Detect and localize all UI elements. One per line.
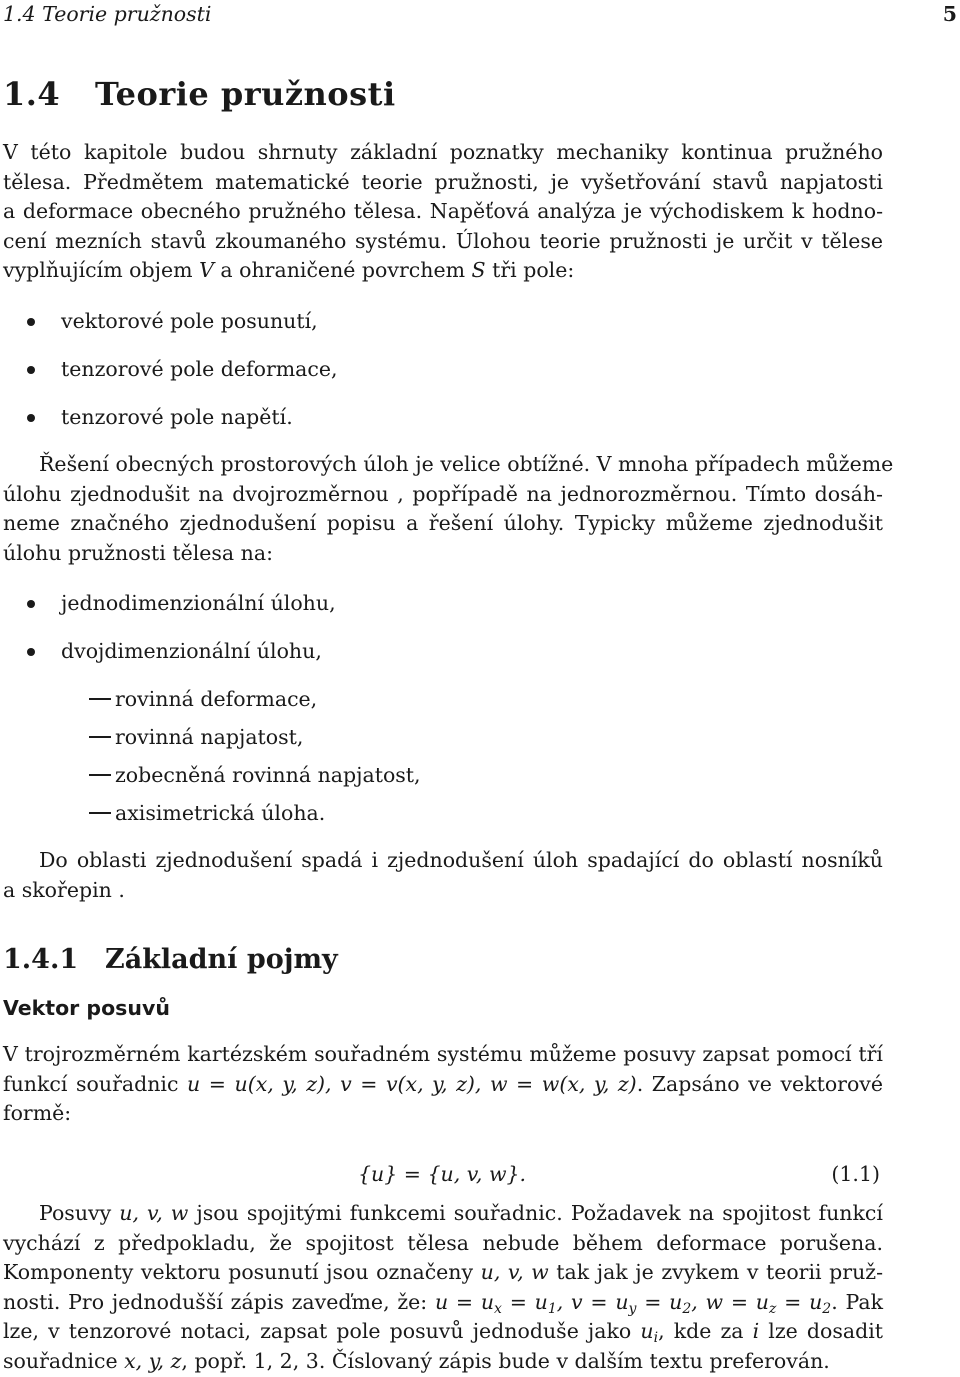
text-line [3,1070,883,1100]
text-fragment: Komponenty vektoru posunutí jsou označeny [3,1260,481,1284]
continuity-paragraph [3,1199,883,1376]
text-fragment: Řešení obecných prostorových úloh je velice obtížné. V mnoha případech můžeme [39,452,894,476]
text-line [3,1317,883,1347]
list-item-text: jednodimenzionální úlohu, [61,591,336,615]
simplification-paragraph [3,450,894,568]
math-expression: x, y, z [124,1348,182,1373]
page-number: 5 [942,2,957,26]
text-fragment: . Pak [831,1289,884,1314]
equation-1-1 [3,1158,880,1190]
bullet-icon [27,600,35,608]
text-fragment: tři pole: [485,258,575,282]
text-line: a deformace obecného pružného tělesa. Napěťová analýza je východiskem k hodno- [3,199,883,223]
section-number: 1.4 [3,75,61,113]
intro-paragraph [3,138,883,286]
text-fragment: , popř. [181,1348,254,1373]
sub-list-item-text: rovinná deformace, [115,687,318,711]
list-item-text: dvojdimenzionální úlohu, [61,639,322,663]
bullet-icon [27,366,35,374]
sub-list-item-text: axisimetrická úloha. [115,801,326,825]
math-var-v: V [199,258,214,282]
text-fragment: nosti. Pro jednodušší zápis zaveďme, že: [3,1289,435,1314]
text-fragment: a ohraničené povrchem [213,258,472,282]
section-title: Teorie pružnosti [95,75,396,113]
text-line [3,450,894,480]
text-fragment: funkcí souřadnic [3,1071,188,1096]
text-line: a skořepin . [3,877,125,902]
math-expression: $u_i$ [640,1319,659,1346]
text-line: úlohu zjednodušit na dvojrozměrnou , popřípadě na jednorozměrnou. Tímto dosáh- [3,481,883,506]
running-header [3,0,957,28]
displacement-paragraph [3,1040,883,1129]
text-line: V této kapitole budou shrnuty základní poznatky mechaniky kontinua pružného [3,140,883,164]
beams-paragraph [3,846,883,905]
dash-icon [89,812,111,814]
text-line [3,1347,883,1377]
text-fragment: vyplňujícím objem [3,258,200,282]
subsection-title: Základní pojmy [105,944,338,975]
dash-icon [89,736,111,738]
math-var-i: i [752,1319,760,1343]
text-fragment: lze, v tenzorové notaci, zapsat pole posuvů jednoduše jako [3,1319,641,1343]
text-fragment: jsou spojitými funkcemi souřadnic. Požadavek na spojitost funkcí [188,1201,883,1225]
text-line: úlohu pružnosti tělesa na: [3,540,273,565]
text-line [3,256,883,286]
math-expression: u = u(x, y, z), v = v(x, y, z), w = w(x, y, z) [187,1071,637,1096]
text-fragment: Do oblasti zjednodušení spadá i zjednodušení úloh spadající do oblastí nosníků [39,848,883,872]
text-fragment: 1, 2, 3 [253,1348,319,1373]
section-heading [3,72,396,116]
sub-list-item-text: zobecněná rovinná napjatost, [115,763,421,787]
subsection-heading [3,940,338,980]
text-fragment: Posuvy [39,1201,120,1225]
text-fragment: lze dosadit [759,1319,883,1343]
text-line: vychází z předpokladu, že spojitost tělesa nebude během deformace porušena. [3,1230,883,1255]
text-line [3,846,883,876]
text-fragment: . Zapsáno ve vektorové [636,1071,884,1096]
math-expression: u, v, w [119,1201,189,1225]
sub-list-item-text: rovinná napjatost, [115,725,304,749]
text-line: tělesa. Předmětem matematické teorie pružnosti, je vyšetřování stavů napjatosti [3,169,883,194]
dash-icon [89,774,111,776]
running-title: 1.4 Teorie pružnosti [3,2,212,26]
list-item-text: tenzorové pole napětí. [61,405,293,429]
list-item-text: tenzorové pole deformace, [61,357,338,381]
text-line: cení mezních stavů zkoumaného systému. Úlohou teorie pružnosti je určit v tělese [3,228,883,253]
math-expression: u, v, w [480,1260,549,1284]
text-fragment: , kde za [658,1319,753,1343]
text-line: V trojrozměrném kartézském souřadném systému můžeme posuvy zapsat pomocí tří [3,1042,883,1066]
text-line [3,1258,883,1288]
dash-icon [89,698,111,700]
subsection-number: 1.4.1 [3,944,79,975]
math-var-s: S [471,258,486,282]
text-line [3,1288,883,1318]
list-item-text: vektorové pole posunutí, [61,309,318,333]
paragraph-heading: Vektor posuvů [3,996,170,1020]
bullet-icon [27,414,35,422]
equation-number: (1.1) [831,1162,880,1186]
text-fragment: tak jak je zvykem v teorii pruž- [548,1260,884,1284]
equation-formula: {u} = {u, v, w}. [358,1162,527,1186]
text-fragment: . Číslovaný zápis bude v dalším textu preferován. [318,1348,830,1373]
bullet-icon [27,648,35,656]
math-expression: $u = u_x = u_1$, $v = u_y = u_2$, $w = u_z = u_2$ [434,1289,832,1317]
text-line: formě: [3,1101,72,1125]
text-fragment: souřadnice [3,1348,125,1373]
bullet-icon [27,318,35,326]
text-line [3,1199,883,1229]
text-line: neme značného zjednodušení popisu a řešení úlohy. Typicky můžeme zjednodušit [3,511,883,535]
